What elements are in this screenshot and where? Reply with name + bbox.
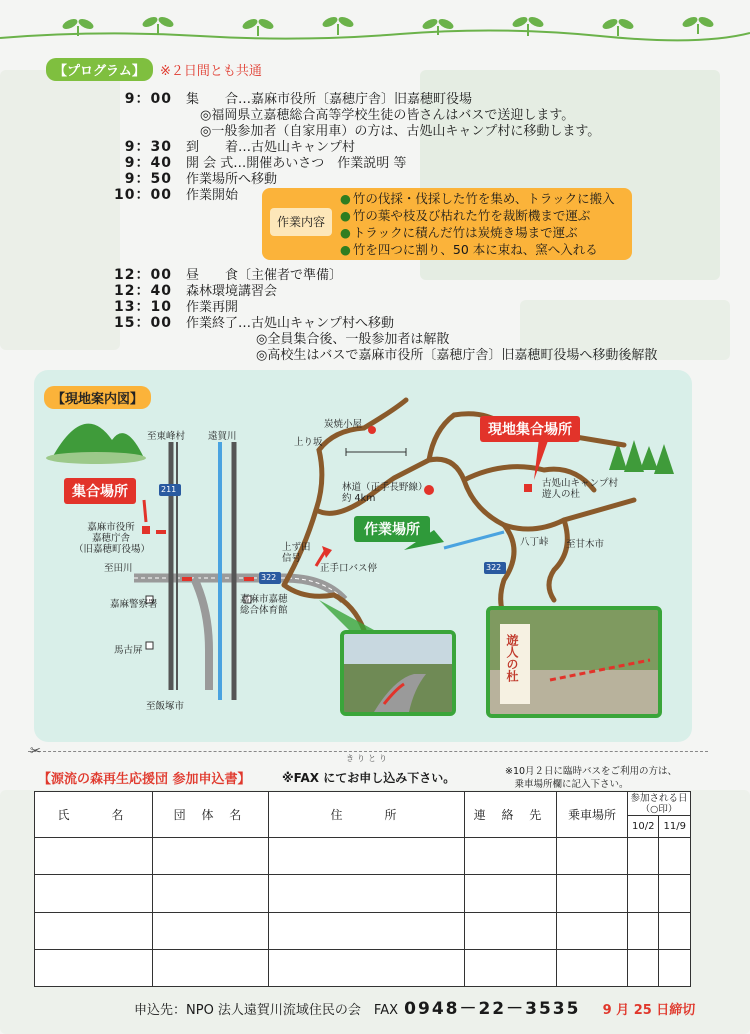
fax-note: ※FAX にてお申し込み下さい。: [282, 771, 456, 785]
list-item: ● 竹の伐採・伐採した竹を集め、トラックに搬入: [340, 190, 615, 207]
header-boarding: 乗車場所: [557, 792, 628, 838]
schedule-row: 12：40 森林環境講習会: [114, 283, 278, 299]
sprout-decoration: [0, 0, 750, 50]
header-contact: 連 絡 先: [465, 792, 557, 838]
label-to-tohomura: 至東峰村: [147, 431, 186, 442]
cut-line: [28, 751, 708, 752]
schedule-row: 9：50 作業場所へ移動: [124, 171, 278, 187]
schedule-row: 12：00 昼 食〔主催者で準備〕: [114, 267, 343, 283]
label-forest-road: 林道（正手長野線） 約 4km: [342, 482, 428, 504]
label-to-tagawa: 至田川: [104, 563, 133, 574]
label-charcoal-hut: 炭焼小屋: [324, 419, 363, 430]
schedule-note: ◎高校生はバスで嘉麻市役所〔嘉穂庁舎〕旧嘉穂町役場へ移動後解散: [256, 348, 658, 363]
table-row[interactable]: [35, 949, 691, 986]
header-name: 氏 名: [35, 792, 153, 838]
date-col: 10/2: [628, 816, 659, 838]
site-assembly-badge: 現地集合場所: [480, 416, 580, 442]
label-city-hall: 嘉麻市役所 嘉穂庁舎 （旧嘉穂町役場）: [74, 522, 151, 555]
label-to-amagi: 至甘木市: [566, 539, 605, 550]
sign-text: 遊人の杜: [505, 634, 519, 682]
schedule-row: 13：10 作業再開: [114, 299, 239, 315]
map-tag: 【現地案内図】: [44, 386, 151, 409]
work-content-label: 作業内容: [270, 208, 332, 236]
fax-number: 0948－22－3535: [404, 999, 581, 1019]
label-signal: 上ず田 信号: [282, 542, 311, 564]
label-onga-river: 遠賀川: [208, 431, 237, 442]
schedule-row: 9：30 到 着…古処山キャンプ村: [124, 139, 356, 155]
sign-photo: [486, 606, 662, 718]
header-address: 住 所: [269, 792, 465, 838]
cut-here-label: きりとり: [346, 754, 390, 763]
program-tag: 【プログラム】: [46, 58, 153, 81]
schedule-note: ◎全員集合後、一般参加者は解散: [256, 332, 450, 347]
schedule-note: ◎福岡県立嘉穂総合高等学校生徒の皆さんはバスで送迎します。: [200, 108, 575, 123]
table-row[interactable]: [35, 912, 691, 949]
label-gym: 嘉麻市嘉穂 総合体育館: [240, 594, 288, 616]
label-bus-stop: 正手口バス停: [320, 563, 378, 574]
list-item: ● 竹の葉や枝及び枯れた竹を裁断機まで運ぶ: [340, 207, 615, 224]
label-hattoge: 八丁峠: [520, 537, 549, 548]
label-police: 嘉麻警察署: [110, 599, 158, 610]
mountain-icon: [46, 424, 146, 464]
table-row[interactable]: [35, 875, 691, 912]
road-photo: [340, 630, 456, 716]
schedule-row: 15：00 作業終了…古処山キャンプ村へ移動: [114, 315, 395, 331]
date-col: 11/9: [659, 816, 691, 838]
table-row[interactable]: [35, 838, 691, 875]
footer-apply: [134, 994, 695, 1019]
application-form: [34, 791, 691, 987]
header-attend: 参加される日 （○印）: [628, 792, 691, 816]
route-211: 211: [161, 485, 177, 494]
scissors-icon: ✂: [30, 744, 41, 759]
deadline: 9 月 25 日締切: [602, 1003, 696, 1018]
work-content-box: [262, 188, 632, 260]
apply-to: 申込先：NPO 法人遠賀川流域住民の会 FAX: [134, 1003, 399, 1018]
list-item: ● 竹を四つに割り、50 本に束ね、窯へ入れる: [340, 241, 615, 258]
program-common-note: ※２日間とも共通: [160, 64, 262, 79]
route-322: 322: [261, 573, 277, 582]
bus-note: ※10月２日に臨時バスをご利用の方は、 乗車場所欄に記入下さい。: [505, 766, 678, 790]
site-map: [34, 370, 692, 742]
header-group: 団 体 名: [153, 792, 269, 838]
schedule-note: ◎一般参加者（自家用車）の方は、古処山キャンプ村に移動します。: [200, 124, 601, 139]
schedule-row: 9：40 開 会 式…開催あいさつ 作業説明 等: [124, 155, 407, 171]
assembly-point-badge: 集合場所: [64, 478, 136, 504]
label-to-iizuka: 至飯塚市: [146, 701, 185, 712]
route-322: 322: [486, 563, 502, 572]
work-site-badge: 作業場所: [354, 516, 430, 542]
work-content-list: [340, 190, 615, 258]
label-uphill: 上り坂: [294, 437, 323, 448]
label-camp: 古処山キャンプ村 遊人の杜: [542, 478, 619, 500]
schedule-row: 10：00 作業開始: [114, 187, 239, 203]
label-umakobaru: 馬古屏: [114, 645, 143, 656]
list-item: ● トラックに積んだ竹は炭焼き場まで運ぶ: [340, 224, 615, 241]
schedule-row: 9：00 集 合…嘉麻市役所〔嘉穂庁舎〕旧嘉穂町役場: [124, 91, 473, 107]
form-title: 【源流の森再生応援団 参加申込書】: [38, 772, 251, 787]
